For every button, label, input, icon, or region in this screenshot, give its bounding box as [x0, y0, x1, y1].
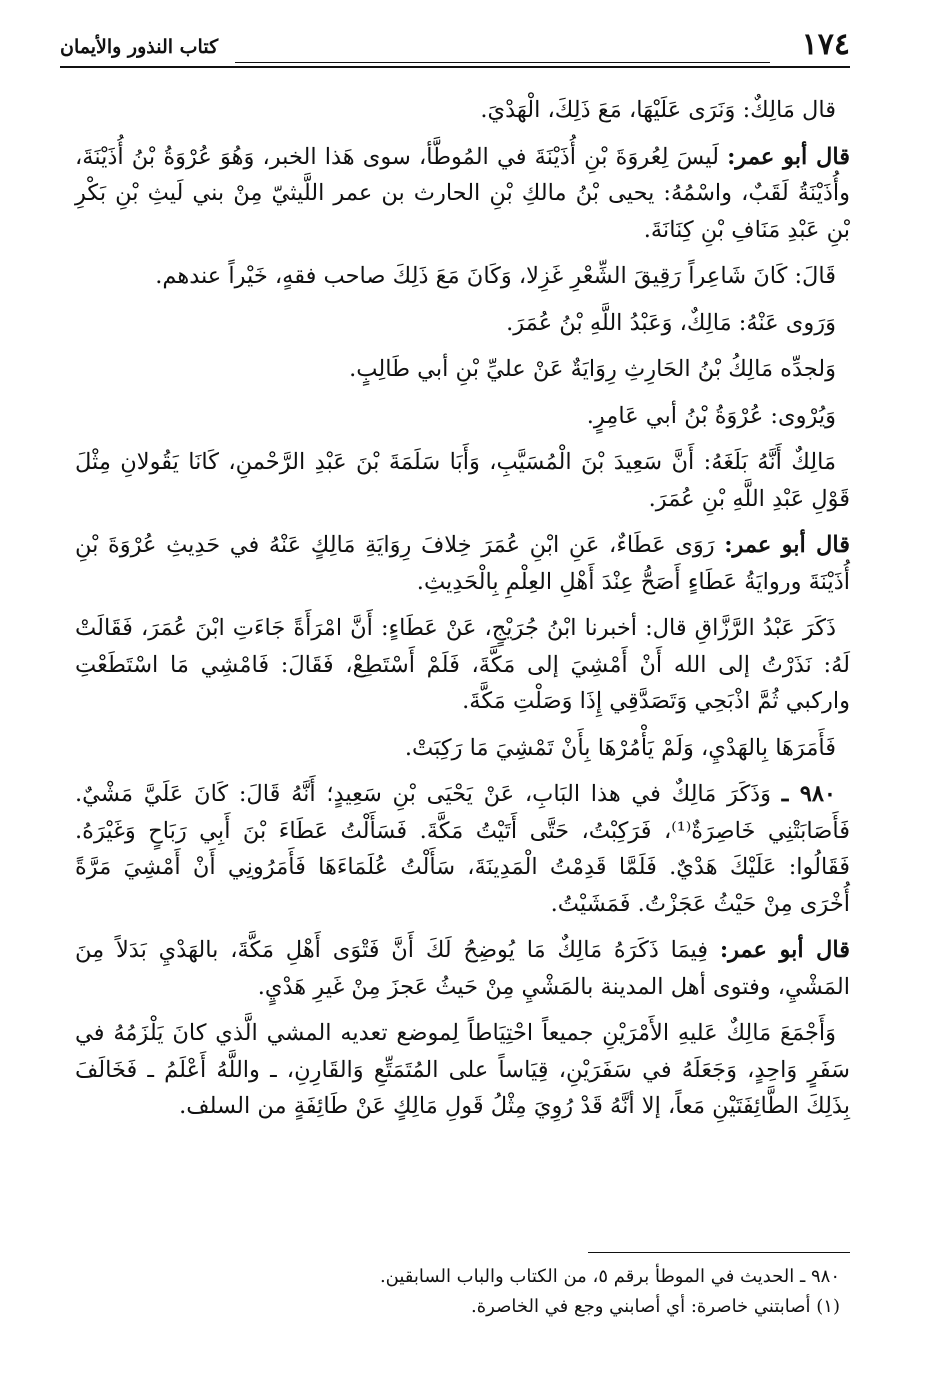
paragraph	[75, 444, 850, 517]
paragraph	[75, 730, 850, 767]
paragraph	[75, 139, 850, 249]
paragraph-lead: ٩٨٠ ـ	[781, 781, 836, 807]
book-title: كتاب النذور والأيمان	[60, 36, 219, 58]
paragraph-text: قَالَ: كَانَ شَاعِراً رَقِيقَ الشِّعْرِ غَزِلا، وَكَانَ مَعَ ذَلِكَ صاحب فقهٍ، خَيْراً عندهم.	[155, 263, 836, 289]
paragraph-lead: قال أبو عمر:	[719, 937, 850, 963]
paragraph-text: ذَكَرَ عَبْدُ الرَّزَّاقِ قال: أخبرنا ابْنُ جُرَيْجٍ، عَنْ عَطَاءٍ: أَنَّ امْرَأَةً جَاءَتِ ابْنَ عُمَرَ، فَقَالَتْ لَهُ: نَذَرْتُ إلى الله أَنْ أَمْشِيَ إلى مَكَّةَ، فَلَمْ أَسْتَطِعْ، فَقَالَ: فَامْشِي مَا اسْتَطَعْتِ واركبي ثُمَّ اذْبَحِي وَتَصَدَّقِي إِذَا وَصَلْتِ مَكَّةَ.	[75, 615, 850, 714]
paragraph	[75, 351, 850, 388]
paragraph-text: لَيسَ لِعُروَةَ بْنِ أُذَيْنَةَ في المُوطَّأ، سوى هَذا الخبر، وَهُوَ عُرْوَةُ بْنُ أُذَيْنَةَ، وأُذَيْنَةُ لَقَبٌ، واسْمُهُ: يحيى بْنُ مالكِ بْنِ الحارث بن عمر اللَّيثيّ مِنْ بني لَيثِ بْنِ بَكْرِ بْنِ عَبْدِ مَنَافِ بْنِ كِنَانَةَ.	[75, 143, 850, 243]
paragraph	[75, 1015, 850, 1125]
paragraph	[75, 92, 850, 129]
paragraph	[75, 527, 850, 600]
footnote: (١) أصابتني خاصرة: أي أصابني وجع في الخاصرة.	[470, 1296, 840, 1317]
paragraph-text: وَأَجْمَعَ مَالِكٌ عَليهِ الأَمْرَيْنِ جميعاً احْتِيَاطاً لِموضع تعديه المشي الَّذي كانَ يَلْزَمُهُ في سَفَرٍ وَاحِدٍ، وَجَعَلَهُ في سَفَرَيْنِ، قِيَاساً على المُتَمَتِّعِ وَالقَارِنِ، ـ واللَّهُ أَعْلَمُ ـ فَخَالَفَ بِذَلِكَ الطَّائِفَتَيْنِ مَعاً، إلا أنَّهُ قَدْ رُوِيَ مِثْلُ قَولِ مَالِكٍ عَنْ طَائِفَةٍ من السلف.	[75, 1020, 850, 1119]
paragraph	[75, 305, 850, 342]
page-number: ١٧٤	[801, 27, 850, 62]
paragraph	[75, 398, 850, 435]
paragraph-text: مَالِكٌ أَنَّهُ بَلَغَهُ: أَنَّ سَعِيدَ بْنَ الْمُسَيَّبِ، وَأَبَا سَلَمَةَ بْنَ عَبْدِ الرَّحْمنِ، كَانَا يَقُولانِ مِثْلَ قَوْلِ عَبْدِ اللَّهِ بْنِ عُمَرَ.	[75, 449, 850, 512]
paragraph	[75, 610, 850, 720]
paragraph-text: قال مَالِكٌ: وَنَرَى عَلَيْهَا، مَعَ ذَلِكَ، الْهَدْيَ.	[480, 97, 836, 123]
paragraph-text: وَلجدِّه مَالِكُ بْنُ الحَارِثِ رِوَايَةٌ عَنْ عليِّ بْنِ أبي طَالِبٍ.	[349, 356, 836, 382]
header-dash-line	[235, 62, 770, 63]
paragraph-lead: قال أبو عمر:	[724, 532, 850, 558]
paragraph	[75, 932, 850, 1005]
page-header	[60, 22, 850, 70]
footnote-separator	[588, 1252, 850, 1253]
paragraph	[75, 258, 850, 295]
paragraph-text: فَأَمَرَهَا بِالهَدْيِ، وَلَمْ يَأْمُرْهَا بِأَنْ تَمْشِيَ مَا رَكِبَتْ.	[404, 734, 836, 761]
footnote: ٩٨٠ ـ الحديث في الموطأ برقم ٥، من الكتاب والباب السابقين.	[379, 1266, 840, 1287]
paragraph	[75, 776, 850, 922]
paragraph-text: وَذَكَرَ مَالِكٌ في هذا البَابِ، عَنْ يَحْيَى بْنِ سَعِيدٍ؛ أَنَّهُ قَالَ: كَانَ عَلَيَّ مَشْيٌ. فَأَصَابَتْنِي خَاصِرَةٌ⁽¹⁾، فَرَكِبْتُ، حَتَّى أَتَيْتُ مَكَّةَ. فَسَأَلْتُ عَطَاءَ بْنَ أَبِي رَبَاحٍ وَغَيْرَهُ. فَقَالُوا: عَلَيْكَ هَدْيٌ. فَلَمَّا قَدِمْتُ الْمَدِينَةَ، سَأَلْتُ عُلَمَاءَهَا فَأَمَرُونِي أَنْ أَمْشِيَ مَرَّةً أُخْرَى مِنْ حَيْثُ عَجَزْتُ. فَمَشَيْتُ.	[75, 781, 850, 917]
paragraph-text: رَوَى عَطَاءٌ، عَنِ ابْنِ عُمَرَ خِلافَ رِوَايَةِ مَالِكٍ عَنْهُ في حَدِيثِ عُرْوَةَ بْنِ أُذَيْنَةَ وروايَةُ عَطَاءٍ أَصَحُّ عِنْدَ أَهْلِ العِلْمِ بِالْحَدِيثِ.	[75, 532, 850, 595]
paragraph-lead: قال أبو عمر:	[727, 143, 851, 170]
footnotes	[75, 1262, 840, 1322]
paragraph-text: فِيمَا ذَكَرَهُ مَالِكٌ مَا يُوضِحُ لَكَ أَنَّ فَتْوَى أَهْلِ مَكَّةَ، بالهَدْيِ بَدَلاً مِنَ المَشْيِ، وفتوى أهل المدينة بالمَشْيِ مِنْ حَيثُ عَجزَ مِنْ غَيرِ هَدْيٍ.	[75, 937, 850, 1000]
paragraph-text: وَرَوى عَنْهُ: مَالِكٌ، وَعَبْدُ اللَّهِ بْنُ عُمَرَ.	[506, 309, 836, 336]
main-text	[75, 92, 850, 1135]
header-rule	[60, 66, 850, 68]
paragraph-text: وَيُرْوى: عُرْوَةُ بْنُ أبي عَامِرٍ.	[586, 402, 836, 429]
